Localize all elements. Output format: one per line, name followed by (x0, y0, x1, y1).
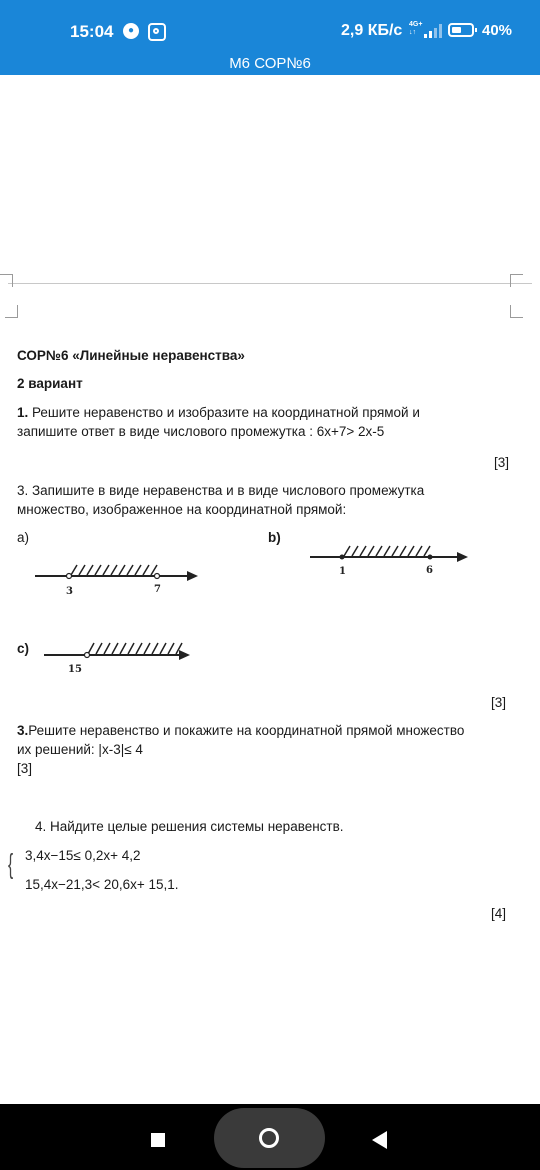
task1-number: 1. (17, 405, 29, 420)
back-button[interactable] (372, 1131, 387, 1149)
task1-line1 (17, 404, 420, 422)
status-time: 15:04 (70, 22, 114, 41)
task1-text: Решите неравенство и изобразите на координатной прямой и (28, 405, 420, 420)
task3b-text: Решите неравенство и покажите на координатной прямой множество (28, 723, 465, 738)
shield-icon: ● (123, 23, 139, 39)
navigation-bar (0, 1104, 540, 1170)
page-corner-mark (0, 274, 13, 287)
page-divider (8, 283, 532, 284)
number-line-a (33, 559, 203, 599)
task1-line2: запишите ответ в виде числового промежутка : 6x+7> 2x-5 (17, 424, 385, 439)
number-line-b (308, 538, 478, 580)
network-speed: 2,9 КБ/с (341, 22, 403, 39)
variant-label: 2 вариант (17, 376, 83, 391)
task1-score: [3] (494, 455, 510, 470)
signal-icon (424, 24, 444, 38)
home-button[interactable] (214, 1108, 325, 1168)
line-b-left-label: 1 (339, 566, 346, 577)
page-corner-mark (510, 274, 523, 287)
network-arrows: ↓↑ (409, 29, 416, 36)
task4-inequality-2: 15,4x−21,3< 20,6x+ 15,1. (25, 877, 179, 892)
label-c: c) (17, 641, 30, 656)
network-type-label: 4G+ (409, 21, 423, 28)
document-heading: СОР№6 «Линейные неравенства» (17, 348, 245, 363)
instagram-icon (148, 23, 166, 41)
document-title: М6 СОР№6 (229, 55, 311, 72)
network-type (409, 21, 422, 37)
task3-line2: множество, изображенное на координатной прямой: (17, 502, 347, 517)
system-brace: { (8, 848, 14, 879)
number-line-c (42, 637, 202, 677)
task3b-line1 (17, 722, 464, 740)
task3-score: [3] (491, 695, 507, 710)
status-bar (0, 0, 540, 75)
task3b-line2: их решений: |x-3|≤ 4 (17, 742, 143, 757)
task4-score: [4] (491, 906, 507, 921)
task3b-number: 3. (17, 723, 29, 738)
task3b-score: [3] (17, 761, 33, 776)
line-b-right-label: 6 (426, 565, 433, 576)
task3-line1: 3. Запишите в виде неравенства и в виде числового промежутка (17, 483, 425, 498)
line-a-right-label: 7 (154, 584, 161, 595)
line-a-left-label: 3 (66, 586, 73, 597)
home-icon (259, 1128, 279, 1148)
task4-title: 4. Найдите целые решения системы неравенств. (35, 819, 344, 834)
battery-percent: 40% (482, 22, 513, 39)
label-a: a) (17, 530, 30, 545)
page-corner-mark (510, 305, 523, 318)
line-c-left-label: 15 (68, 664, 82, 675)
task4-inequality-1: 3,4x−15≤ 0,2x+ 4,2 (25, 848, 141, 863)
battery-icon (448, 23, 474, 37)
page-corner-mark (5, 305, 18, 318)
recent-apps-button[interactable] (151, 1133, 165, 1147)
label-b: b) (268, 530, 281, 545)
